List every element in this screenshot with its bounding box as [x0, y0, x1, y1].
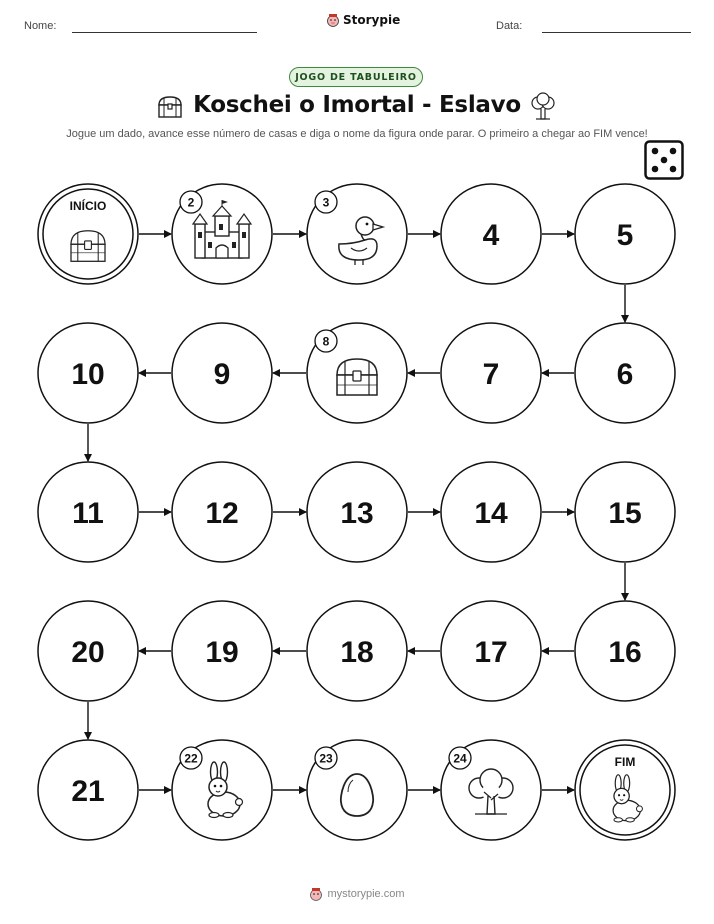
space-number: 12: [205, 497, 239, 530]
board-space[interactable]: [441, 462, 541, 562]
page-title: Koschei o Imortal - Eslavo: [193, 92, 521, 118]
space-number: 4: [482, 219, 500, 252]
board-space[interactable]: [307, 740, 407, 840]
game-type-badge: JOGO DE TABULEIRO: [289, 67, 423, 87]
board-space[interactable]: [38, 740, 138, 840]
space-number: 24: [453, 751, 467, 766]
board-space[interactable]: [307, 323, 407, 423]
space-number: 20: [71, 636, 105, 669]
date-label: Data:: [496, 20, 523, 32]
name-label: Nome:: [24, 20, 57, 32]
board-space[interactable]: [307, 462, 407, 562]
space-number: 7: [482, 358, 500, 391]
board-space[interactable]: [441, 740, 541, 840]
treasure-chest-icon: [337, 359, 377, 395]
board-space[interactable]: [307, 184, 407, 284]
board-space[interactable]: [172, 462, 272, 562]
board-space[interactable]: [172, 184, 272, 284]
brand-name: Storypie: [343, 13, 401, 27]
board-space[interactable]: [38, 184, 138, 284]
board-space[interactable]: [575, 184, 675, 284]
space-number: 13: [340, 497, 374, 530]
board-space[interactable]: [172, 740, 272, 840]
instructions: Jogue um dado, avance esse número de casas e diga o nome da figura onde parar. O primeiro a chegar ao FIM vence!: [66, 128, 648, 140]
space-number: 16: [608, 636, 642, 669]
space-number: 2: [187, 195, 195, 210]
start-label: INÍCIO: [69, 199, 107, 213]
board-space[interactable]: [172, 601, 272, 701]
space-number: 23: [319, 751, 333, 766]
footer-url: mystorypie.com: [327, 888, 405, 900]
space-number: 8: [322, 334, 330, 349]
space-number: 9: [213, 358, 231, 391]
space-number: 14: [474, 497, 508, 530]
space-number: 3: [322, 195, 330, 210]
board-space[interactable]: [441, 323, 541, 423]
space-number: 5: [616, 219, 634, 252]
pig-mascot-icon: [309, 887, 323, 901]
board-space[interactable]: [575, 740, 675, 840]
space-number: 18: [340, 636, 374, 669]
board-space[interactable]: [441, 184, 541, 284]
footer: [0, 887, 714, 901]
board-space[interactable]: [441, 601, 541, 701]
space-number: 22: [184, 751, 198, 766]
space-number: 21: [71, 775, 105, 808]
board-space[interactable]: [38, 323, 138, 423]
board-space[interactable]: [575, 323, 675, 423]
board-space[interactable]: [38, 601, 138, 701]
space-number: 10: [71, 358, 105, 391]
space-number: 17: [474, 636, 508, 669]
end-label: FIM: [614, 755, 636, 769]
board-space[interactable]: [38, 462, 138, 562]
board-space[interactable]: [575, 462, 675, 562]
egg-icon: [341, 774, 373, 816]
board-space[interactable]: [575, 601, 675, 701]
space-number: 6: [616, 358, 634, 391]
space-number: 15: [608, 497, 642, 530]
space-number: 19: [205, 636, 239, 669]
space-number: 11: [72, 497, 104, 530]
treasure-chest-icon: [71, 231, 105, 262]
board-space[interactable]: [172, 323, 272, 423]
board-space[interactable]: [307, 601, 407, 701]
